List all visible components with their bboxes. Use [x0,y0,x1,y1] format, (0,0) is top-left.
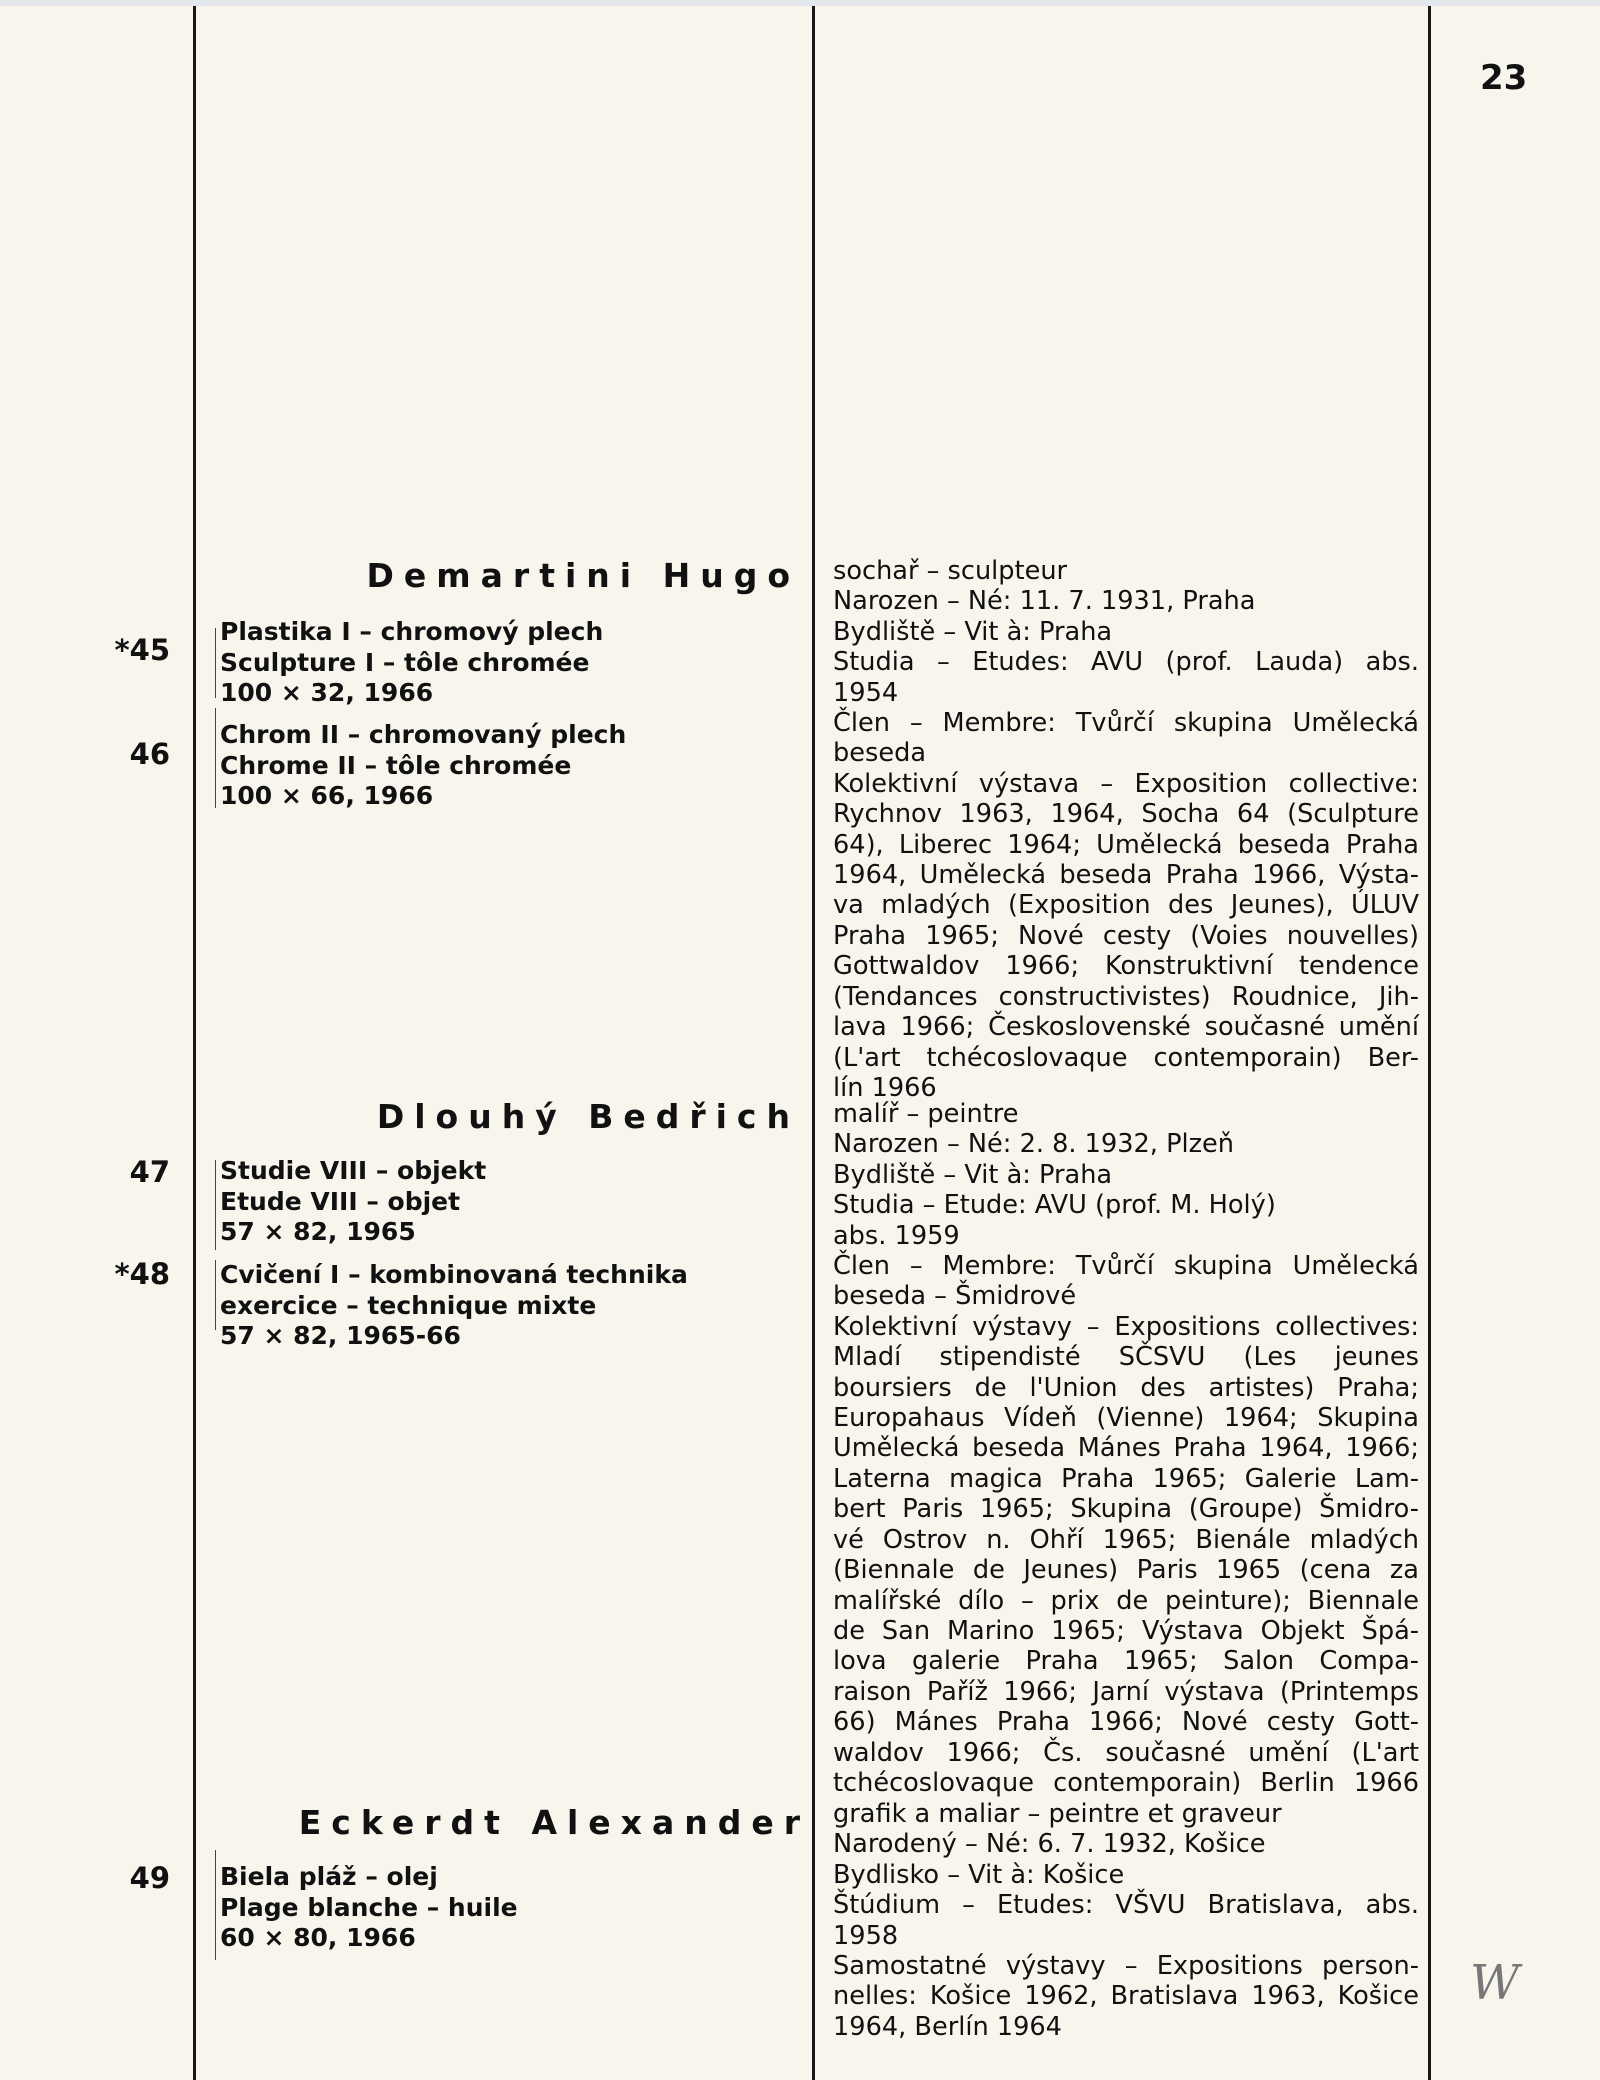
catalog-number: 49 [129,1861,170,1895]
column-rule-middle [812,6,815,2080]
bio-line: Bydliště – Vit à: Praha [833,616,1113,647]
bio-line: grafik a maliar – peintre et graveur [833,1799,1282,1829]
bio-line: Studia – Etude: AVU (prof. M. Holý) [833,1190,1276,1221]
bio-line: 66) Mánes Praha 1966; Nové cesty Gott- [833,1707,1419,1738]
bio-line: Umělecká beseda Mánes Praha 1964, 1966; [833,1433,1419,1464]
artist-bio [833,1799,1419,2042]
bio-line: tchécoslovaque contemporain) Berlin 1966 [833,1767,1419,1798]
work-entry [220,1156,800,1248]
bio-line: Studia – Etudes: AVU (prof. Lauda) abs. [833,647,1419,678]
bio-line: raison Paříž 1966; Jarní výstava (Printemps [833,1676,1419,1707]
bio-line: lín 1966 [833,1072,937,1103]
work-entry [220,720,800,812]
work-dimensions: 57 × 82, 1965 [220,1217,416,1246]
bio-line: 1964, Umělecká beseda Praha 1966, Výsta- [833,860,1419,891]
work-title-cz: Studie VIII – objekt [220,1156,487,1185]
bio-line: abs. 1959 [833,1220,960,1251]
artist-name: Eckerdt Alexander [298,1803,810,1842]
work-title-fr: Sculpture I – tôle chromée [220,647,590,677]
bio-line: malíř – peintre [833,1099,1019,1129]
bio-line: lova galerie Praha 1965; Salon Compa- [833,1646,1419,1677]
work-entry [220,1260,800,1352]
artist-name: Demartini Hugo [366,556,800,595]
page-number: 23 [1480,58,1528,98]
catalog-number: *45 [114,633,170,667]
bio-line: Štúdium – Etudes: VŠVU Bratislava, abs. [833,1890,1419,1921]
bio-line: (Biennale de Jeunes) Paris 1965 (cena za [833,1555,1419,1586]
bio-line: beseda – Šmidrové [833,1281,1077,1312]
bio-line: (Tendances constructivistes) Roudnice, Jih- [833,981,1419,1012]
bio-line: Kolektivní výstavy – Expositions collectives: [833,1311,1419,1342]
entry-rule [215,708,216,808]
bio-line: 1964, Berlín 1964 [833,2011,1062,2042]
column-rule-left [193,6,196,2080]
bio-line: 64), Liberec 1964; Umělecká beseda Praha [833,829,1419,860]
catalog-number: 46 [129,737,170,771]
bio-line: waldov 1966; Čs. současné umění (L'art [833,1737,1419,1768]
work-dimensions: 100 × 32, 1966 [220,678,434,707]
work-entry [220,1862,800,1954]
bio-line: bert Paris 1965; Skupina (Groupe) Šmidro- [833,1494,1419,1525]
bio-line: va mladých (Exposition des Jeunes), ÚLUV [833,890,1419,921]
bio-line: Praha 1965; Nové cesty (Voies nouvelles) [833,920,1419,951]
work-title-cz: Biela pláž – olej [220,1862,438,1891]
column-rule-right [1428,6,1431,2080]
bio-line: vé Ostrov n. Ohří 1965; Bienále mladých [833,1524,1419,1555]
bio-line: Rychnov 1963, 1964, Socha 64 (Sculpture [833,799,1419,830]
artist-name: Dlouhý Bedřich [376,1097,800,1136]
catalog-number: 47 [129,1155,170,1189]
bio-line: nelles: Košice 1962, Bratislava 1963, Košice [833,1981,1419,2012]
work-title-fr: exercice – technique mixte [220,1290,597,1320]
bio-line: Člen – Membre: Tvůrčí skupina Umělecká [833,708,1419,739]
bio-line: sochař – sculpteur [833,556,1068,586]
entry-rule [215,628,216,698]
entry-rule [215,1850,216,1960]
bio-line: Laterna magica Praha 1965; Galerie Lam- [833,1463,1419,1494]
bio-line: Narozen – Né: 2. 8. 1932, Plzeň [833,1129,1235,1160]
work-dimensions: 100 × 66, 1966 [220,781,434,810]
bio-line: Bydliště – Vit à: Praha [833,1159,1113,1190]
bio-line: de San Marino 1965; Výstava Objekt Špá- [833,1615,1419,1646]
work-title-fr: Plage blanche – huile [220,1892,518,1922]
bio-line: 1958 [833,1920,899,1951]
work-title-cz: Chrom II – chromovaný plech [220,720,627,749]
entry-rule [215,1260,216,1330]
bio-line: boursiers de l'Union des artistes) Praha; [833,1372,1419,1403]
bio-line: (L'art tchécoslovaque contemporain) Ber- [833,1042,1419,1073]
bio-line: Europahaus Vídeň (Vienne) 1964; Skupina [833,1403,1419,1434]
handwritten-mark: W [1470,1955,1520,2011]
bio-line: Bydlisko – Vit à: Košice [833,1859,1125,1890]
top-scan-edge [0,0,1600,6]
bio-line: Kolektivní výstava – Exposition collective: [833,768,1419,799]
bio-line: Mladí stipendisté SČSVU (Les jeunes [833,1342,1419,1373]
catalog-number: *48 [114,1257,170,1291]
work-dimensions: 60 × 80, 1966 [220,1923,416,1952]
work-title-cz: Plastika I – chromový plech [220,617,604,646]
bio-line: Narozen – Né: 11. 7. 1931, Praha [833,586,1256,617]
bio-line: malířské dílo – prix de peinture); Biennale [833,1585,1419,1616]
bio-line: beseda [833,738,927,769]
work-title-fr: Chrome II – tôle chromée [220,750,572,780]
bio-line: Samostatné výstavy – Expositions person- [833,1951,1419,1982]
bio-line: 1954 [833,677,899,708]
work-dimensions: 57 × 82, 1965-66 [220,1321,461,1350]
artist-bio [833,556,1419,1103]
work-title-fr: Etude VIII – objet [220,1186,461,1216]
work-title-cz: Cvičení I – kombinovaná technika [220,1260,688,1289]
bio-line: lava 1966; Československé současné umění [833,1012,1419,1043]
entry-rule [215,1160,216,1250]
bio-line: Člen – Membre: Tvůrčí skupina Umělecká [833,1251,1419,1282]
bio-line: Narodený – Né: 6. 7. 1932, Košice [833,1829,1266,1860]
bio-line: Gottwaldov 1966; Konstruktivní tendence [833,951,1419,982]
work-entry [220,617,800,709]
artist-bio [833,1099,1419,1798]
